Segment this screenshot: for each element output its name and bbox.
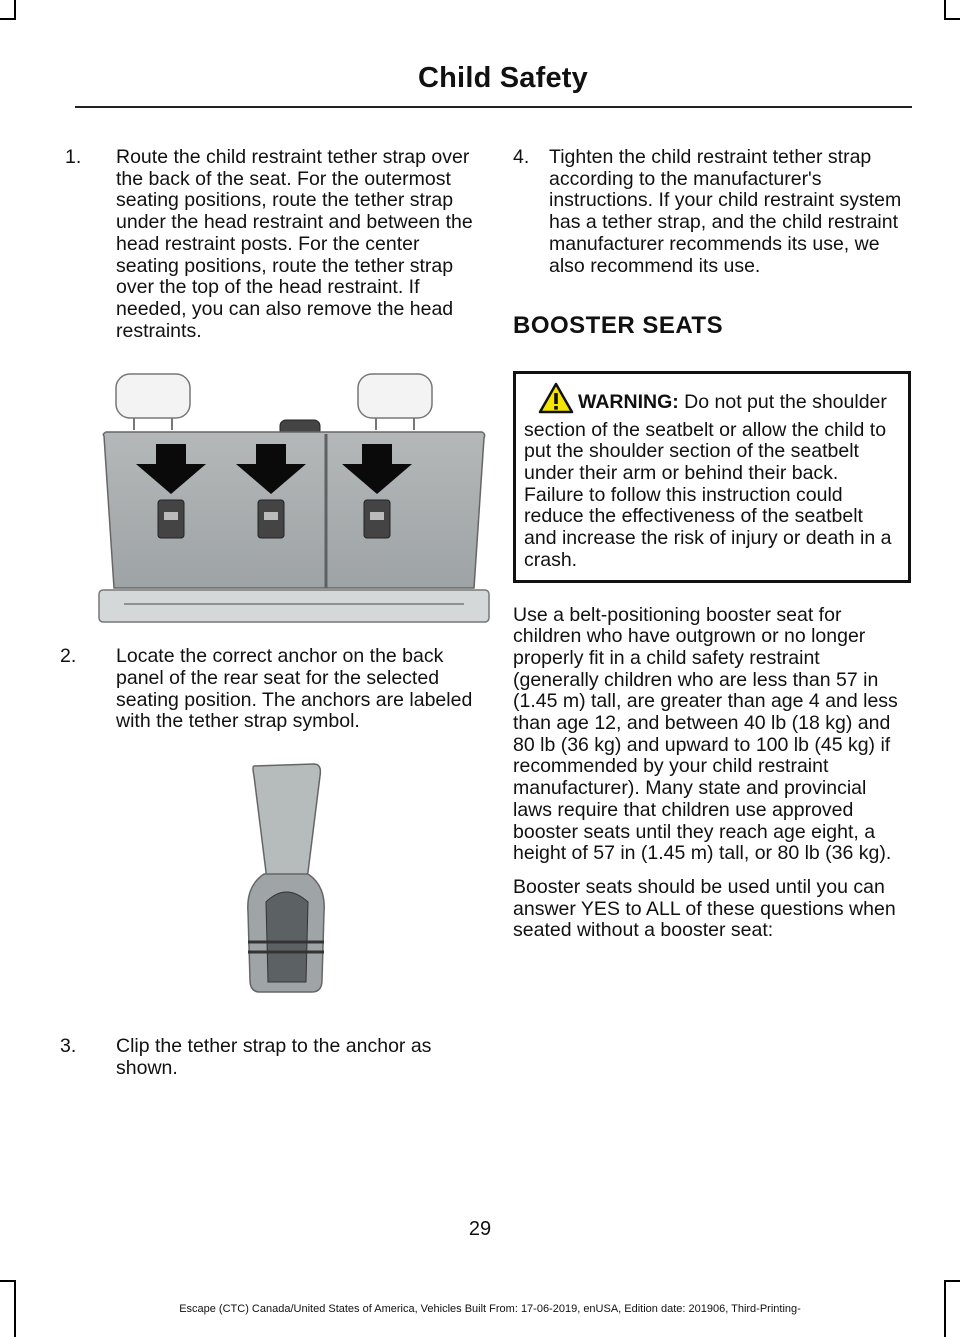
footer-text: Escape (CTC) Canada/United States of America, Vehicles Built From: 17-06-2019, enUSA, Edition date: 201906, Third-Printing- <box>179 1303 801 1315</box>
crop-mark <box>0 1280 16 1282</box>
step-3 <box>60 1036 476 1079</box>
right-column <box>513 147 907 942</box>
page-number: 29 <box>468 1218 492 1240</box>
warning-text: Do not put the shoulder section of the seatbelt or allow the child to put the shoulder section of the seatbelt under their arm or behind their back. Failure to follow this instruction could reduce the effectiveness of the seatbelt and increase the risk of injury or death in a crash. <box>524 390 892 571</box>
rear-seat-anchors-illustration <box>94 368 494 628</box>
step-number: 1. <box>65 146 82 168</box>
section-heading: BOOSTER SEATS <box>513 312 724 340</box>
crop-mark <box>14 0 16 20</box>
crop-mark <box>944 18 960 20</box>
step-text: Route the child restraint tether strap over the back of the seat. For the outermost seating positions, route the tether strap under the head restraint and between the head restraint posts. For the center seating positions, route the tether strap over the top of the head restraint. If needed, you can also remove the head restraints. <box>116 146 473 342</box>
step-text: Tighten the child restraint tether strap according to the manufacturer's instructions. If your child restraint system has a tether strap, and the child restraint manufacturer recommends its use, we also recommend its use. <box>549 146 902 277</box>
page-title: Child Safety <box>418 62 588 94</box>
head-restraint <box>116 374 432 418</box>
anchor-arrow <box>136 444 412 494</box>
crop-mark <box>944 0 946 20</box>
warning-box <box>513 371 911 583</box>
booster-paragraph-2: Booster seats should be used until you can answer YES to ALL of these questions when seated without a booster seat: <box>513 875 896 942</box>
step-text: Clip the tether strap to the anchor as shown. <box>116 1035 432 1079</box>
crop-mark <box>0 18 16 20</box>
step-text: Locate the correct anchor on the back panel of the rear seat for the selected seating position. The anchors are labeled with the tether strap symbol. <box>116 645 473 733</box>
tether-anchor-illustration <box>238 762 338 994</box>
step-4 <box>513 147 907 277</box>
step-number: 3. <box>60 1035 77 1058</box>
step-1 <box>60 147 476 342</box>
left-column <box>60 147 476 1080</box>
warning-label: WARNING: <box>578 390 679 413</box>
header-rule <box>75 106 912 108</box>
step-2 <box>60 646 476 733</box>
step-number: 4. <box>513 146 530 168</box>
step-number: 2. <box>60 645 77 668</box>
booster-paragraph: Use a belt-positioning booster seat for children who have outgrown or no longer properly fit in a child safety restraint (generally children who are less than 57 in (1.45 m) tall, are greater than age 4 and less than age 12, and between 40 lb (18 kg) and 80 lb (36 kg) and upward to 100 lb (45 kg) if recommended by your child restraint manufacturer). Many state and provincial laws require that children use approved booster seats until they reach age eight, a height of 57 in (1.45 m) tall, or 80 lb (36 kg). <box>513 603 898 865</box>
warning-icon <box>538 382 574 420</box>
crop-mark <box>944 1280 960 1282</box>
